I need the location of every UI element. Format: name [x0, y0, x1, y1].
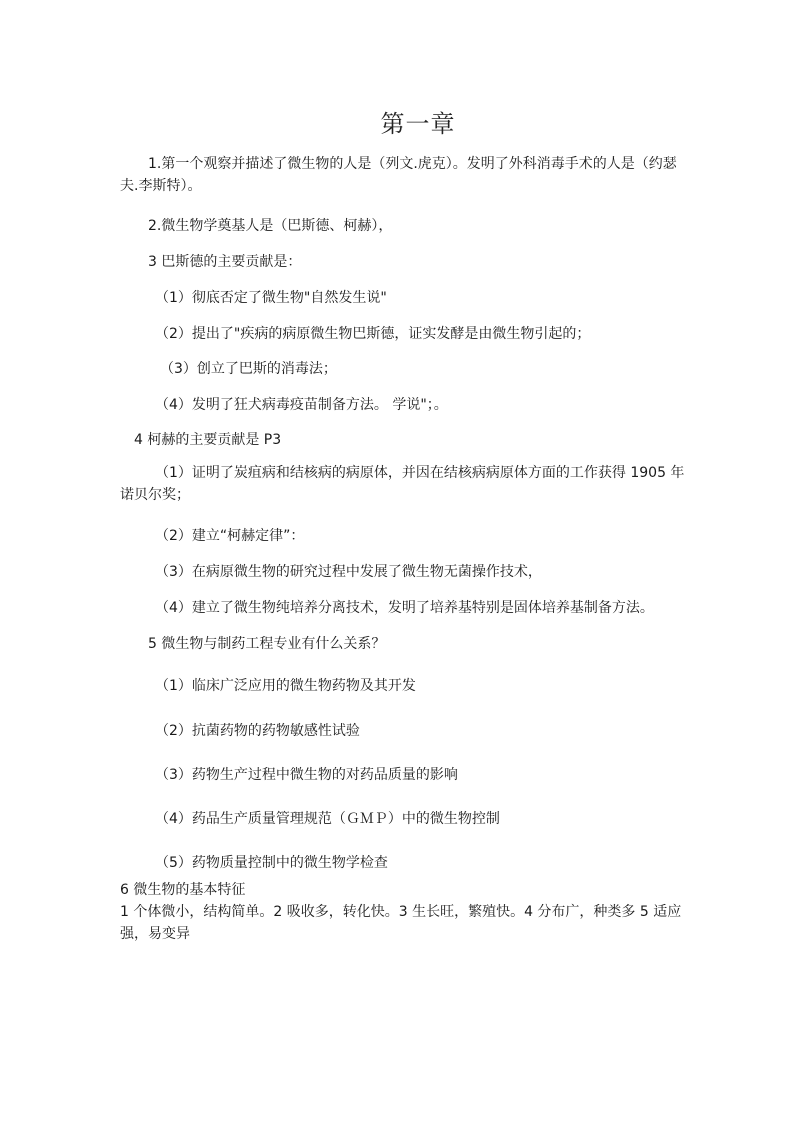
paragraph-5-item-2: （2）抗菌药物的药物敏感性试验 [155, 723, 360, 739]
paragraph-4-item-2: （2）建立“柯赫定律”： [155, 528, 305, 544]
paragraph-4-item-3: （3）在病原微生物的研究过程中发展了微生物无菌操作技术， [155, 564, 542, 580]
paragraph-5-item-1: （1）临床广泛应用的微生物药物及其开发 [155, 678, 416, 694]
paragraph-5: 5 微生物与制药工程专业有什么关系？ [148, 636, 386, 652]
paragraph-4-item-1: （1）证明了炭疽病和结核病的病原体，并因在结核病病原体方面的工作获得 1905 年诺贝尔奖； [120, 465, 685, 503]
paragraph-5-item-4: （4）药品生产质量管理规范（ＧＭＰ）中的微生物控制 [155, 811, 500, 827]
paragraph-3-item-4: （4）发明了狂犬病毒疫苗制备方法。 学说"；。 [155, 397, 448, 413]
paragraph-1: 1.第一个观察并描述了微生物的人是（列文.虎克）。发明了外科消毒手术的人是（约瑟夫.李斯特）。 [120, 156, 677, 194]
paragraph-2: 2.微生物学奠基人是（巴斯德、柯赫）， [148, 218, 393, 234]
paragraph-5-item-3: （3）药物生产过程中微生物的对药品质量的影响 [155, 767, 458, 783]
paragraph-6: 6 微生物的基本特征 [120, 882, 246, 898]
chapter-title: 第一章 [380, 110, 456, 138]
paragraph-3: 3 巴斯德的主要贡献是： [148, 254, 302, 270]
paragraph-4-item-4: （4）建立了微生物纯培养分离技术，发明了培养基特别是固体培养基制备方法。 [155, 600, 654, 616]
paragraph-3-item-1: （1）彻底否定了微生物"自然发生说" [155, 290, 387, 306]
paragraph-3-item-3: （3）创立了巴斯的消毒法； [160, 361, 337, 377]
paragraph-4: 4 柯赫的主要贡献是 P3 [134, 432, 282, 448]
paragraph-5-item-5: （5）药物质量控制中的微生物学检查 [155, 855, 388, 871]
paragraph-3-item-2: （2）提出了"疾病的病原微生物巴斯德，证实发酵是由微生物引起的； [155, 326, 591, 342]
paragraph-6-body: 1 个体微小，结构简单。2 吸收多，转化快。3 生长旺，繁殖快。4 分布广，种类多 5 适应强，易变异 [120, 904, 682, 942]
